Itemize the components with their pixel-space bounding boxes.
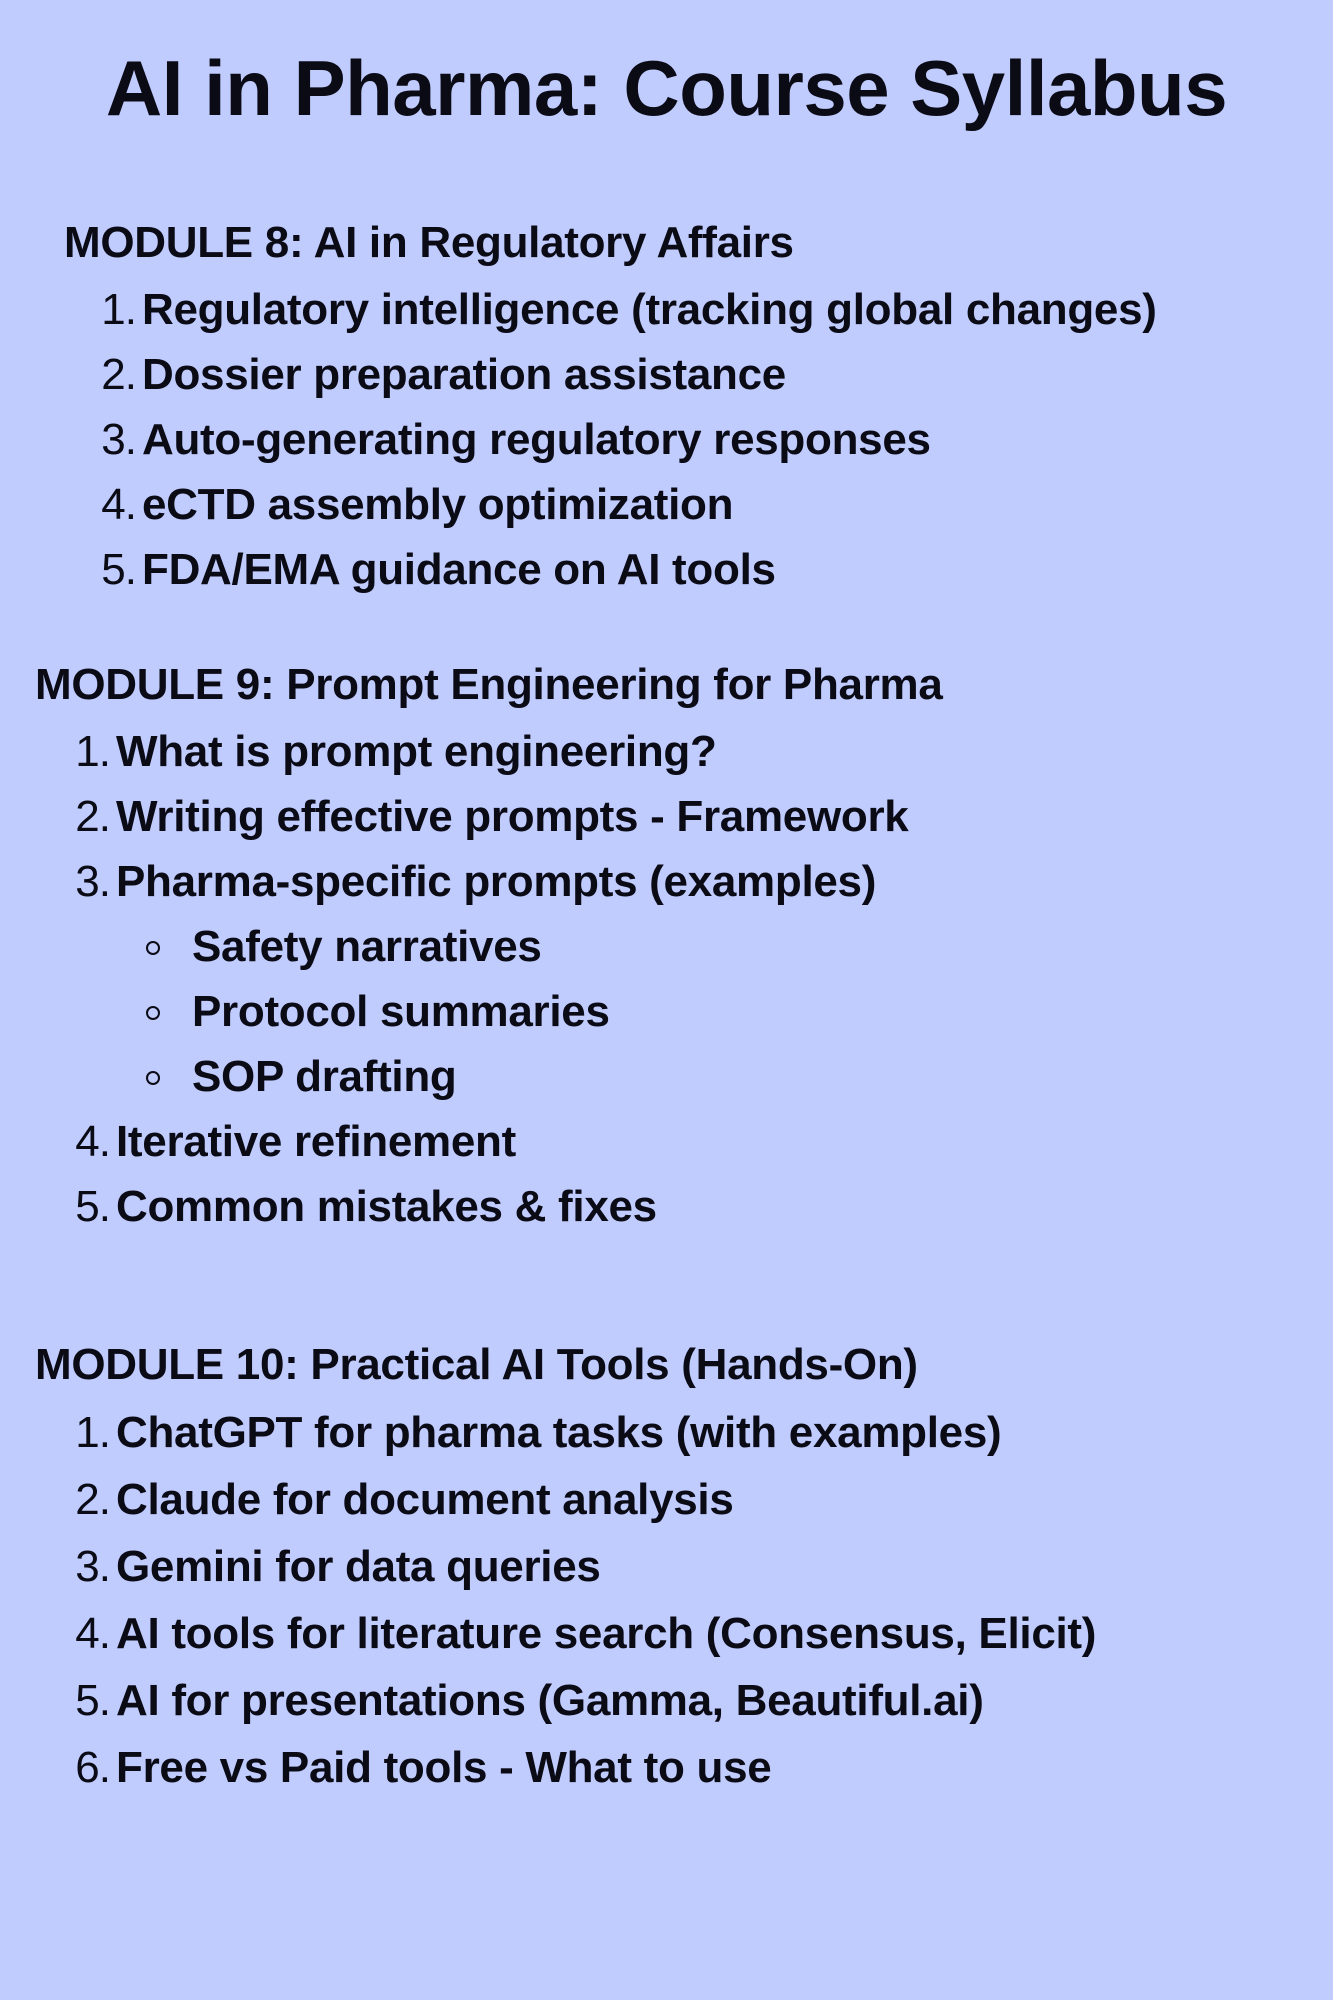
sub-list-item [0, 914, 1333, 979]
list-item [0, 784, 1333, 849]
item-number: 3. [101, 415, 136, 464]
sub-list-item [0, 1044, 1333, 1109]
item-number: 5. [101, 545, 136, 594]
item-text: Claude for document analysis [116, 1475, 734, 1524]
module-item-list [0, 277, 1333, 602]
list-item [0, 537, 1333, 602]
item-number: 4. [75, 1117, 110, 1166]
item-text: What is prompt engineering? [116, 727, 717, 776]
list-item [0, 1667, 1333, 1734]
module-9 [0, 657, 1333, 1239]
item-text: ChatGPT for pharma tasks (with examples) [116, 1408, 1002, 1457]
item-number: 6. [75, 1743, 110, 1792]
hollow-circle-bullet-icon [146, 941, 160, 955]
sub-item-text: Protocol summaries [192, 987, 610, 1036]
hollow-circle-bullet-icon [146, 1071, 160, 1085]
list-item [0, 472, 1333, 537]
item-text: Free vs Paid tools - What to use [116, 1743, 772, 1792]
module-10 [0, 1337, 1333, 1801]
item-text: FDA/EMA guidance on AI tools [142, 545, 776, 594]
item-number: 5. [75, 1676, 110, 1725]
module-heading: MODULE 10: Practical AI Tools (Hands-On) [35, 1340, 918, 1389]
item-number: 2. [75, 792, 110, 841]
item-text: Common mistakes & fixes [116, 1182, 657, 1231]
item-number: 4. [75, 1609, 110, 1658]
item-text: Gemini for data queries [116, 1542, 601, 1591]
item-number: 1. [75, 727, 110, 776]
module-item-list [0, 719, 1333, 1239]
item-number: 3. [75, 857, 110, 906]
page-title: AI in Pharma: Course Syllabus [105, 44, 1228, 132]
item-text: Iterative refinement [116, 1117, 516, 1166]
list-item [0, 1399, 1333, 1466]
item-number: 1. [75, 1408, 110, 1457]
list-item [0, 1600, 1333, 1667]
item-text: Writing effective prompts - Framework [116, 792, 909, 841]
list-item [0, 342, 1333, 407]
list-item [0, 277, 1333, 342]
sub-item-text: SOP drafting [192, 1052, 457, 1101]
module-8 [0, 215, 1333, 602]
list-item [0, 719, 1333, 784]
item-text: Dossier preparation assistance [142, 350, 786, 399]
item-number: 3. [75, 1542, 110, 1591]
item-text: AI tools for literature search (Consensus, Elicit) [116, 1609, 1097, 1658]
item-number: 5. [75, 1182, 110, 1231]
list-item [0, 407, 1333, 472]
module-item-list [0, 1399, 1333, 1801]
list-item [0, 1734, 1333, 1801]
module-heading: MODULE 9: Prompt Engineering for Pharma [35, 660, 943, 709]
sub-item-text: Safety narratives [192, 922, 542, 971]
hollow-circle-bullet-icon [146, 1006, 160, 1020]
list-item [0, 1174, 1333, 1239]
item-text: Pharma-specific prompts (examples) [116, 857, 877, 906]
item-number: 2. [75, 1475, 110, 1524]
sub-list-item [0, 979, 1333, 1044]
item-number: 4. [101, 480, 136, 529]
item-text: Auto-generating regulatory responses [142, 415, 931, 464]
item-text: Regulatory intelligence (tracking global changes) [142, 285, 1157, 334]
list-item [0, 1533, 1333, 1600]
item-text: AI for presentations (Gamma, Beautiful.ai) [116, 1676, 984, 1725]
list-item [0, 1466, 1333, 1533]
module-heading: MODULE 8: AI in Regulatory Affairs [64, 218, 794, 267]
list-item [0, 1109, 1333, 1174]
item-text: eCTD assembly optimization [142, 480, 734, 529]
item-number: 2. [101, 350, 136, 399]
item-number: 1. [101, 285, 136, 334]
list-item [0, 849, 1333, 914]
